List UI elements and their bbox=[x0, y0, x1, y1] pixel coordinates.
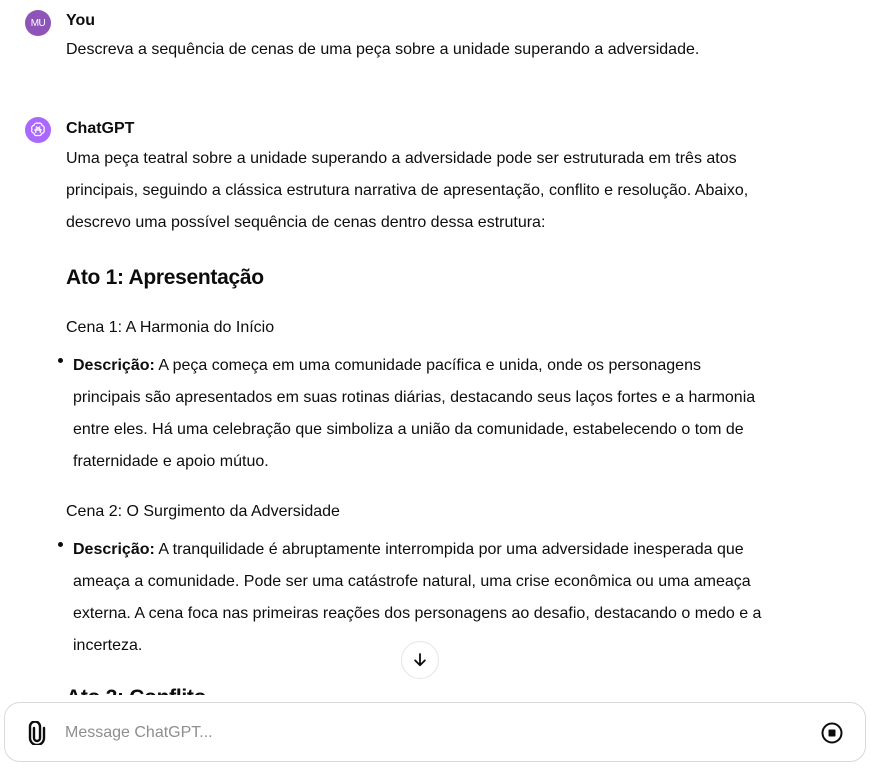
intro-line: descrevo uma possível sequência de cenas dentro dessa estrutura: bbox=[66, 214, 546, 231]
description-label: Descrição: bbox=[73, 357, 155, 374]
message-author: ChatGPT bbox=[66, 120, 135, 137]
act-heading: Ato 1: Apresentação bbox=[66, 266, 264, 289]
intro-line: Uma peça teatral sobre a unidade superando a adversidade pode ser estruturada em três atos bbox=[66, 150, 737, 167]
openai-logo-icon bbox=[29, 121, 47, 139]
intro-paragraph bbox=[66, 143, 856, 239]
stop-circle-icon bbox=[820, 721, 844, 745]
paperclip-icon bbox=[28, 721, 46, 745]
arrow-down-icon bbox=[411, 651, 429, 669]
description-line: externa. A cena foca nas primeiras reações dos personagens ao desafio, destacando o medo e a bbox=[73, 605, 762, 622]
bullet-icon bbox=[58, 542, 63, 547]
description-line: Descrição: A peça começa em uma comunidade pacífica e unida, onde os personagens bbox=[73, 357, 701, 374]
stop-generating-button[interactable] bbox=[820, 721, 844, 745]
description-line: principais são apresentados em suas rotinas diárias, destacando seus laços fortes e a harmonia bbox=[73, 389, 756, 406]
description-line: ameaça a comunidade. Pode ser uma catástrofe natural, uma crise econômica ou uma ameaça bbox=[73, 573, 751, 590]
user-avatar bbox=[25, 10, 51, 36]
chatgpt-avatar bbox=[25, 117, 51, 143]
description-label: Descrição: bbox=[73, 541, 155, 558]
message-composer bbox=[4, 702, 866, 762]
message-text: Descreva a sequência de cenas de uma peça sobre a unidade superando a adversidade. bbox=[66, 41, 700, 58]
scene-title: Cena 1: A Harmonia do Início bbox=[66, 319, 275, 336]
message-author: You bbox=[66, 12, 96, 29]
intro-line: principais, seguindo a clássica estrutura narrativa de apresentação, conflito e resolução. Abaixo, bbox=[66, 182, 749, 199]
avatar-initials: MU bbox=[30, 17, 46, 29]
description-line: fraternidade e apoio mútuo. bbox=[73, 453, 269, 470]
bullet-icon bbox=[58, 358, 63, 363]
message-input[interactable] bbox=[65, 717, 805, 749]
description-line: Descrição: A tranquilidade é abruptamente interrompida por uma adversidade inesperada que bbox=[73, 541, 744, 558]
scene-title: Cena 2: O Surgimento da Adversidade bbox=[66, 503, 340, 520]
attach-file-button[interactable] bbox=[25, 720, 49, 746]
scroll-to-bottom-button[interactable] bbox=[401, 641, 439, 679]
description-line: entre eles. Há uma celebração que simboliza a união da comunidade, estabelecendo o tom de bbox=[73, 421, 744, 438]
description-line: incerteza. bbox=[73, 637, 143, 654]
